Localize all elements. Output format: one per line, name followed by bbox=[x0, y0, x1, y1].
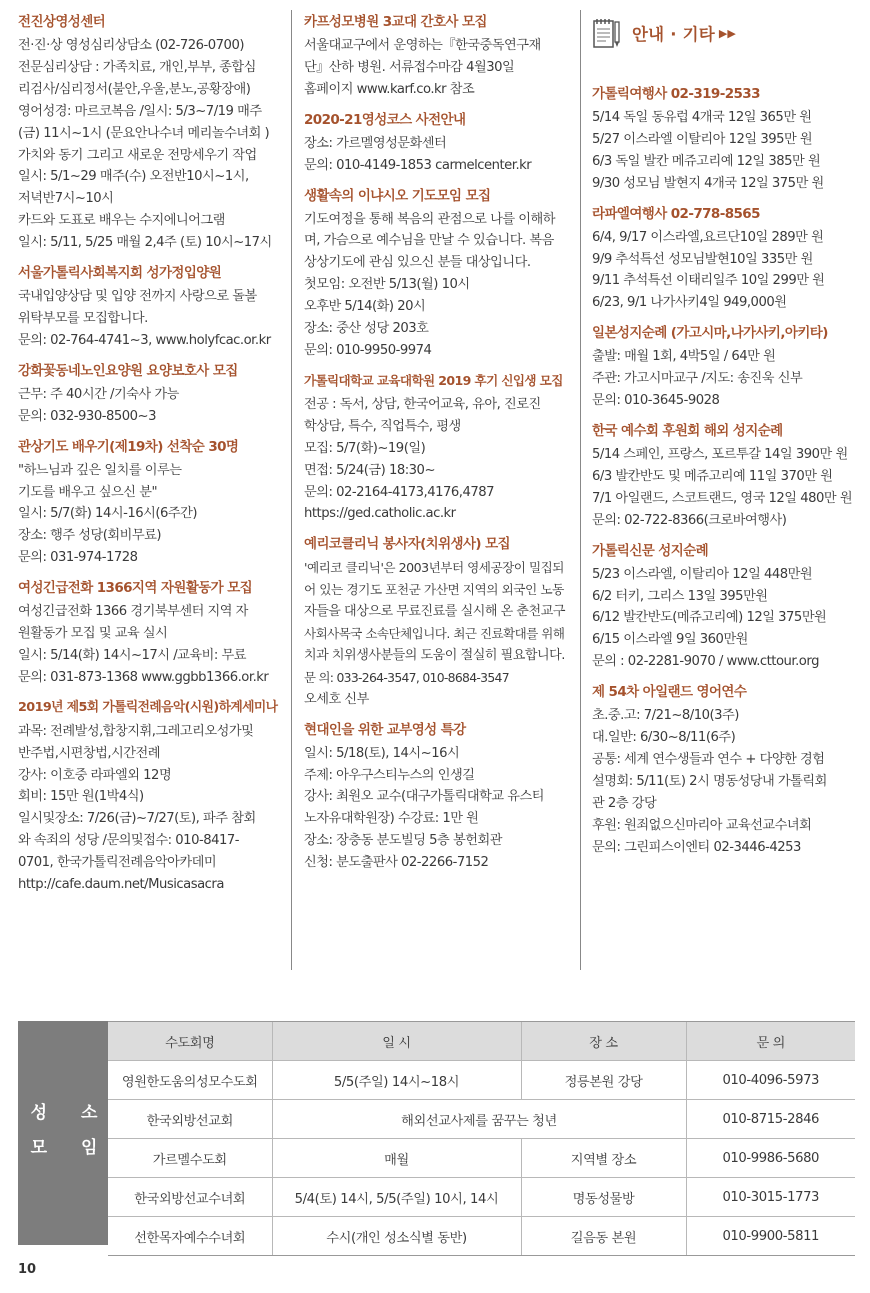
notice-line: 강사: 이호중 라파엘외 12명 bbox=[18, 767, 172, 783]
notice-line: 5/23 이스라엘, 이탈리아 12일 448만원 bbox=[592, 566, 813, 582]
notice-line: 리검사/심리정서(불안,우울,분노,공황장애) bbox=[18, 81, 251, 97]
notice-line: 9/11 추석특선 이태리일주 10일 299만 원 bbox=[592, 273, 825, 289]
notice-line: 면접: 5/24(금) 18:30~ bbox=[304, 462, 436, 478]
column-middle bbox=[304, 12, 566, 883]
cell-date: 5/5(주일) 14시~18시 bbox=[272, 1061, 521, 1100]
notice-line: 학상담, 특수, 직업특수, 평생 bbox=[304, 418, 461, 434]
notepad-pen-icon bbox=[592, 16, 622, 50]
notice-title: 여성긴급전화 1366지역 자원활동가 모집 bbox=[18, 580, 253, 597]
notice-line: 영어성경: 마르코복음 /일시: 5/3~7/19 매주 bbox=[18, 103, 262, 119]
cell-contact: 010-4096-5973 bbox=[686, 1061, 855, 1100]
cell-contact: 010-9986-5680 bbox=[686, 1139, 855, 1178]
notice-line: 9/9 추석특선 성모님발현10일 335만 원 bbox=[592, 251, 813, 267]
notice-line: 9/30 성모님 발현지 4개국 12일 375만 원 bbox=[592, 175, 824, 191]
notice-line: 후원: 원죄없으신마리아 교육선교수녀회 bbox=[592, 817, 812, 833]
notice-title: 가톨릭신문 성지순례 bbox=[592, 542, 709, 559]
notice-line: 반주법,시편창법,시간전례 bbox=[18, 745, 161, 761]
notice-title: 일본성지순례 (가고시마,나가사키,아키타) bbox=[592, 325, 828, 342]
page-number: 10 bbox=[18, 1262, 37, 1277]
notice-title: 2019년 제5회 가톨릭전례음악(시원)하계세미나 bbox=[18, 699, 278, 715]
notice-line: 국내입양상담 및 입양 전까지 사랑으로 돌볼 bbox=[18, 289, 257, 305]
notice-line: 문의: 010-4149-1853 carmelcenter.kr bbox=[304, 157, 532, 173]
notice-line: 저녁반7시~10시 bbox=[18, 191, 114, 207]
notice-line: 어 있는 경기도 포천군 가산면 지역의 외국인 노동 bbox=[304, 582, 564, 598]
notice-line: 일시: 5/18(토), 14시~16시 bbox=[304, 745, 460, 761]
notice-line: 일시: 5/14(화) 14시~17시 /교육비: 무료 bbox=[18, 647, 247, 663]
notice-line: 일시및장소: 7/26(금)~7/27(토), 파주 참회 bbox=[18, 811, 256, 827]
notice-section bbox=[592, 421, 854, 532]
notice-title: 가톨릭여행사 02-319-2533 bbox=[592, 86, 760, 102]
notice-line: 원활동가 모집 및 교육 실시 bbox=[18, 626, 168, 642]
table-row bbox=[108, 1139, 855, 1178]
notice-title: 제 54차 아일랜드 영어연수 bbox=[592, 684, 747, 701]
cell-contact: 010-3015-1773 bbox=[686, 1178, 855, 1217]
notice-line: https://ged.catholic.ac.kr bbox=[304, 506, 456, 522]
notice-line: 과목: 전례발성,합창지휘,그레고리오성가및 bbox=[18, 723, 254, 739]
header-order: 수도회명 bbox=[108, 1022, 272, 1061]
notice-line: 문의: 032-930-8500~3 bbox=[18, 408, 156, 424]
notice-section bbox=[304, 534, 566, 710]
arrows-icon: ▶▶ bbox=[718, 26, 736, 40]
column-divider bbox=[291, 10, 292, 970]
notice-line: 서울대교구에서 운영하는『한국중독연구재 bbox=[304, 38, 541, 53]
header-contact: 문 의 bbox=[686, 1022, 855, 1061]
notice-line: 문의: 031-873-1368 www.ggbb1366.or.kr bbox=[18, 669, 269, 685]
notice-line: 관 2층 강당 bbox=[592, 795, 657, 811]
cell-place: 정릉본원 강당 bbox=[521, 1061, 686, 1100]
table-side-label bbox=[18, 1021, 112, 1245]
notice-line: 설명회: 5/11(토) 2시 명동성당내 가톨릭회 bbox=[592, 773, 827, 789]
notice-title: 전진상영성센터 bbox=[18, 14, 106, 30]
notice-line: '예리코 클리닉'은 2003년부터 영세공장이 밀집되 bbox=[304, 560, 564, 576]
notice-line: (금) 11시~1시 (문요안나수녀 메리놀수녀회 ) bbox=[18, 125, 270, 141]
notice-line: 문의: 그린피스이엔티 02-3446-4253 bbox=[592, 839, 801, 855]
cell-order-name: 가르멜수도회 bbox=[108, 1139, 272, 1178]
notice-line: 주제: 아우구스티누스의 인생길 bbox=[304, 767, 475, 783]
notice-section bbox=[304, 720, 566, 874]
notice-line: 5/14 스페인, 프랑스, 포르투갈 14일 390만 원 bbox=[592, 446, 848, 462]
vocation-meetings-table bbox=[18, 1021, 855, 1245]
cell-date: 매월 bbox=[272, 1139, 521, 1178]
notice-section bbox=[304, 12, 566, 101]
notice-line: "하느님과 깊은 일치를 이루는 bbox=[18, 462, 182, 478]
notice-line: 카드와 도표로 배우는 수지에니어그램 bbox=[18, 213, 225, 229]
notice-line: 장소: 행주 성당(회비무료) bbox=[18, 528, 162, 544]
notice-line: 문의: 031-974-1728 bbox=[18, 550, 138, 566]
notice-title: 한국 예수회 후원회 해외 성지순례 bbox=[592, 422, 783, 439]
cell-contact: 010-9900-5811 bbox=[686, 1217, 855, 1256]
notice-title: 서울가톨릭사회복지회 성가정입양원 bbox=[18, 265, 222, 282]
notice-line: 일시: 5/7(화) 14시-16시(6주간) bbox=[18, 506, 198, 522]
notice-section bbox=[18, 437, 280, 570]
notice-line: 위탁부모를 모집합니다. bbox=[18, 310, 148, 326]
column-left bbox=[18, 12, 280, 905]
cell-order-name: 한국외방선교수녀회 bbox=[108, 1178, 272, 1217]
notice-section bbox=[18, 12, 280, 254]
notice-line: 기도여정을 통해 복음의 관점으로 나를 이해하 bbox=[304, 211, 556, 227]
notice-line: 공통: 세계 연수생들과 연수 + 다양한 경험 bbox=[592, 751, 825, 767]
notice-line: 전문심리상담 : 가족치료, 개인,부부, 종합심 bbox=[18, 59, 256, 75]
notice-line: 6/3 발칸반도 및 메쥬고리예 11일 370만 원 bbox=[592, 468, 833, 484]
notice-title: 생활속의 이냐시오 기도모임 모집 bbox=[304, 187, 491, 204]
notice-line: 장소: 중산 성당 203호 bbox=[304, 321, 429, 337]
notice-line: 초.중.고: 7/21~8/10(3주) bbox=[592, 708, 739, 724]
notice-line: 사회사목국 소속단체입니다. 최근 진료확대를 위해 bbox=[304, 626, 565, 642]
cell-place: 길음동 본원 bbox=[521, 1217, 686, 1256]
notice-section bbox=[18, 698, 280, 896]
section-header bbox=[592, 12, 854, 54]
notice-line: 7/1 아일랜드, 스코트랜드, 영국 12일 480만 원 bbox=[592, 490, 853, 506]
notice-line: 상상기도에 관심 있으신 분들 대상입니다. bbox=[304, 255, 531, 271]
notice-section bbox=[304, 186, 566, 362]
notice-line: 신청: 분도출판사 02-2266-7152 bbox=[304, 855, 489, 871]
cell-date: 해외선교사제를 꿈꾸는 청년 bbox=[272, 1100, 686, 1139]
notice-title: 2020-21영성코스 사전안내 bbox=[304, 111, 466, 128]
table-row bbox=[108, 1100, 855, 1139]
cell-order-name: 선한목자예수수녀회 bbox=[108, 1217, 272, 1256]
notice-line: 6/23, 9/1 나가사키4일 949,000원 bbox=[592, 295, 787, 311]
notice-line: 전공 : 독서, 상담, 한국어교육, 유아, 진로진 bbox=[304, 396, 541, 412]
notice-line: 자들을 대상으로 무료진료를 실시해 온 춘천교구 bbox=[304, 604, 565, 620]
notice-line: 대.일반: 6/30~8/11(6주) bbox=[592, 730, 736, 746]
notice-line: 노자유대학원장) 수강료: 1만 원 bbox=[304, 811, 479, 827]
notice-line: 6/3 독일 발칸 메쥬고리예 12일 385만 원 bbox=[592, 153, 821, 169]
notice-section bbox=[18, 361, 280, 428]
side-label-line: 성 소 bbox=[30, 1103, 112, 1123]
notice-title: 라파엘여행사 02-778-8565 bbox=[592, 205, 760, 222]
column-divider bbox=[580, 10, 581, 970]
cell-order-name: 영원한도움의성모수도회 bbox=[108, 1061, 272, 1100]
notice-line: http://cafe.daum.net/Musicasacra bbox=[18, 877, 224, 893]
notice-line: 가치와 동기 그리고 새로운 전망세우기 작업 bbox=[18, 147, 257, 163]
notice-line: 6/12 발칸반도(메쥬고리예) 12일 375만원 bbox=[592, 610, 827, 626]
notice-line: 6/15 이스라엘 9일 360만원 bbox=[592, 632, 748, 648]
table-row bbox=[108, 1178, 855, 1217]
notice-line: 오세호 신부 bbox=[304, 691, 369, 707]
notice-line: 0701, 한국가톨릭전례음악아카데미 bbox=[18, 855, 217, 871]
notice-section bbox=[592, 84, 854, 195]
notice-line: 문의: 02-722-8366(크로바여행사) bbox=[592, 512, 787, 528]
notice-line: 홈페이지 www.karf.co.kr 참조 bbox=[304, 81, 475, 97]
side-label-line: 모 임 bbox=[30, 1138, 112, 1158]
notice-section bbox=[592, 541, 854, 674]
notice-line: 회비: 15만 원(1박4식) bbox=[18, 789, 144, 805]
notice-line: 강사: 최원오 교수(대구가톨릭대학교 유스티 bbox=[304, 789, 544, 805]
notice-line: 와 속죄의 성당 /문의및접수: 010-8417- bbox=[18, 833, 240, 849]
notice-section bbox=[18, 578, 280, 689]
notice-line: 6/4, 9/17 이스라엘,요르단10일 289만 원 bbox=[592, 229, 824, 245]
notice-line: 6/2 터키, 그리스 13일 395만원 bbox=[592, 588, 768, 604]
notice-section bbox=[592, 682, 854, 858]
notice-line: 일시: 5/11, 5/25 매월 2,4주 (토) 10시~17시 bbox=[18, 235, 272, 251]
notice-title: 카프성모병원 3교대 간호사 모집 bbox=[304, 14, 487, 30]
notice-line: 5/14 독일 동유럽 4개국 12일 365만 원 bbox=[592, 110, 812, 125]
notice-line: 문의: 010-9950-9974 bbox=[304, 342, 432, 358]
notice-line: 문의 : 02-2281-9070 / www.cttour.org bbox=[592, 654, 819, 670]
section-header-title: 안내 · 기타 bbox=[632, 25, 715, 44]
notice-section bbox=[304, 110, 566, 177]
notice-line: 모집: 5/7(화)~19(일) bbox=[304, 440, 426, 456]
notice-section bbox=[592, 204, 854, 315]
notice-line: 문 의: 033-264-3547, 010-8684-3547 bbox=[304, 669, 509, 685]
notice-section bbox=[18, 263, 280, 352]
cell-date: 5/4(토) 14시, 5/5(주일) 10시, 14시 bbox=[272, 1178, 521, 1217]
cell-place: 지역별 장소 bbox=[521, 1139, 686, 1178]
cell-order-name: 한국외방선교회 bbox=[108, 1100, 272, 1139]
notice-line: 일시: 5/1~29 매주(수) 오전반10시~1시, bbox=[18, 169, 249, 185]
header-date: 일 시 bbox=[272, 1022, 521, 1061]
cell-contact: 010-8715-2846 bbox=[686, 1100, 855, 1139]
notice-line: 근무: 주 40시간 /기숙사 가능 bbox=[18, 386, 179, 402]
notice-line: 여성긴급전화 1366 경기북부센터 지역 자 bbox=[18, 604, 248, 620]
notice-section bbox=[304, 371, 566, 525]
notice-line: 기도를 배우고 싶으신 분" bbox=[18, 484, 158, 500]
cell-date: 수시(개인 성소식별 동반) bbox=[272, 1217, 521, 1256]
notice-line: 문의: 010-3645-9028 bbox=[592, 393, 720, 409]
notice-line: 며, 가슴으로 예수님을 만날 수 있습니다. 복음 bbox=[304, 233, 554, 249]
notice-line: 문의: 02-764-4741~3, www.holyfcac.or.kr bbox=[18, 332, 271, 348]
notice-line: 5/27 이스라엘 이탈리아 12일 395만 원 bbox=[592, 131, 813, 147]
table-row bbox=[108, 1061, 855, 1100]
notice-line: 주관: 가고시마교구 /지도: 송진욱 신부 bbox=[592, 371, 803, 387]
notice-section bbox=[592, 323, 854, 412]
notice-title: 강화꽃동네노인요양원 요양보호사 모집 bbox=[18, 362, 238, 379]
notice-line: 장소: 장충동 분도빌딩 5층 봉헌회관 bbox=[304, 833, 502, 849]
notice-line: 출발: 매월 1회, 4박5일 / 64만 원 bbox=[592, 349, 776, 365]
notice-title: 예리코클리닉 봉사자(치위생사) 모집 bbox=[304, 536, 510, 553]
column-right bbox=[592, 12, 854, 867]
notice-line: 장소: 가르멜영성문화센터 bbox=[304, 135, 447, 151]
notice-line: 오후반 5/14(화) 20시 bbox=[304, 299, 426, 315]
notice-title: 관상기도 배우기(제19차) 선착순 30명 bbox=[18, 438, 239, 455]
notice-line: 첫모임: 오전반 5/13(월) 10시 bbox=[304, 277, 470, 293]
notice-title: 가톨릭대학교 교육대학원 2019 후기 신입생 모집 bbox=[304, 372, 563, 388]
header-place: 장 소 bbox=[521, 1022, 686, 1061]
notice-title: 현대인을 위한 교부영성 특강 bbox=[304, 721, 466, 738]
cell-place: 명동성물방 bbox=[521, 1178, 686, 1217]
notice-line: 전·진·상 영성심리상담소 (02-726-0700) bbox=[18, 38, 244, 53]
notice-line: 치과 치위생사분들의 도움이 절실히 필요합니다. bbox=[304, 647, 565, 663]
notice-line: 단』산하 병원. 서류접수마감 4월30일 bbox=[304, 59, 515, 75]
table-row bbox=[108, 1217, 855, 1256]
notice-line: 문의: 02-2164-4173,4176,4787 bbox=[304, 484, 495, 500]
